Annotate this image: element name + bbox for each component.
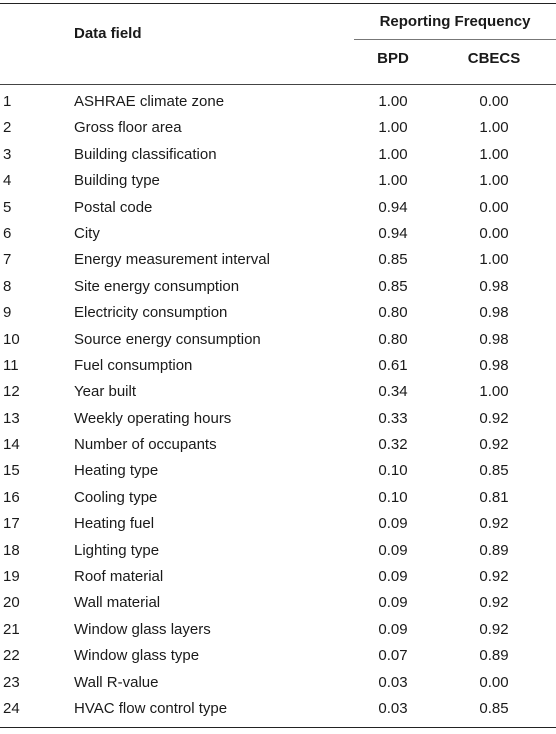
row-bpd-value: 0.33 — [378, 409, 408, 427]
row-number: 23 — [3, 673, 20, 691]
row-bpd-value: 0.61 — [378, 356, 408, 374]
table-row — [0, 274, 556, 300]
row-cbecs-value: 0.89 — [479, 647, 509, 665]
row-number: 15 — [3, 462, 20, 480]
table-row — [0, 511, 556, 537]
row-bpd-value: 0.32 — [378, 436, 408, 454]
row-bpd-value: 0.85 — [378, 277, 408, 295]
table-row — [0, 696, 556, 722]
row-data-field: Postal code — [74, 198, 153, 216]
row-cbecs-value: 1.00 — [479, 145, 509, 163]
row-number: 22 — [3, 647, 20, 665]
table-row — [0, 353, 556, 379]
row-data-field: Roof material — [74, 568, 164, 586]
row-cbecs-value: 1.00 — [479, 251, 509, 269]
table-row — [0, 379, 556, 405]
table-header-rule — [0, 84, 556, 85]
row-number: 3 — [3, 145, 12, 163]
row-data-field: Number of occupants — [74, 436, 217, 454]
row-number: 9 — [3, 304, 12, 322]
row-cbecs-value: 0.92 — [479, 436, 509, 454]
row-number: 21 — [3, 620, 20, 638]
table-row — [0, 670, 556, 696]
row-number: 17 — [3, 515, 20, 533]
row-data-field: Wall R-value — [74, 673, 159, 691]
row-number: 11 — [3, 356, 19, 374]
row-bpd-value: 0.10 — [378, 462, 408, 480]
row-data-field: Gross floor area — [74, 119, 182, 137]
row-cbecs-value: 0.89 — [479, 541, 509, 559]
row-cbecs-value: 0.98 — [479, 277, 509, 295]
row-cbecs-value: 0.81 — [479, 488, 509, 506]
table-row — [0, 327, 556, 353]
row-cbecs-value: 0.98 — [479, 304, 509, 322]
table-row — [0, 195, 556, 221]
row-number: 16 — [3, 488, 20, 506]
row-data-field: City — [74, 224, 100, 242]
row-number: 4 — [3, 172, 12, 190]
row-bpd-value: 0.94 — [378, 198, 408, 216]
row-data-field: Heating fuel — [74, 515, 155, 533]
row-cbecs-value: 0.98 — [479, 330, 509, 348]
row-data-field: Building classification — [74, 145, 217, 163]
row-bpd-value: 0.09 — [378, 620, 408, 638]
row-cbecs-value: 1.00 — [479, 119, 509, 137]
header-cbecs: CBECS — [467, 50, 521, 67]
row-data-field: ASHRAE climate zone — [74, 93, 225, 110]
row-bpd-value: 0.07 — [378, 647, 408, 665]
table-row — [0, 406, 556, 432]
row-cbecs-value: 0.85 — [479, 699, 509, 717]
row-cbecs-value: 0.92 — [479, 620, 509, 638]
row-cbecs-value: 0.00 — [479, 673, 509, 691]
row-bpd-value: 1.00 — [378, 119, 408, 137]
table-top-rule — [0, 3, 556, 4]
row-number: 5 — [3, 198, 12, 216]
header-reporting-frequency: Reporting Frequency — [379, 13, 531, 30]
row-bpd-value: 1.00 — [378, 93, 408, 110]
row-data-field: Cooling type — [74, 488, 158, 506]
row-number: 13 — [3, 409, 20, 427]
header-group-rule — [354, 39, 556, 40]
table-row — [0, 643, 556, 669]
row-cbecs-value: 0.00 — [479, 198, 509, 216]
table-row — [0, 432, 556, 458]
row-bpd-value: 0.80 — [378, 304, 408, 322]
row-bpd-value: 0.09 — [378, 568, 408, 586]
row-data-field: Energy measurement interval — [74, 251, 270, 269]
row-bpd-value: 0.03 — [378, 699, 408, 717]
table-row — [0, 564, 556, 590]
row-data-field: Electricity consumption — [74, 304, 228, 322]
row-data-field: Window glass type — [74, 647, 200, 665]
row-bpd-value: 0.10 — [378, 488, 408, 506]
row-bpd-value: 0.09 — [378, 594, 408, 612]
row-data-field: Year built — [74, 383, 136, 401]
row-number: 14 — [3, 436, 20, 454]
table-row — [0, 538, 556, 564]
row-data-field: Site energy consumption — [74, 277, 240, 295]
table-row — [0, 142, 556, 168]
row-number: 2 — [3, 119, 12, 137]
row-number: 20 — [3, 594, 20, 612]
row-cbecs-value: 0.98 — [479, 356, 509, 374]
table-row — [0, 458, 556, 484]
row-number: 8 — [3, 277, 12, 295]
row-number: 1 — [3, 93, 12, 110]
row-bpd-value: 0.80 — [378, 330, 408, 348]
row-cbecs-value: 1.00 — [479, 383, 509, 401]
row-data-field: Heating type — [74, 462, 159, 480]
table-row — [0, 89, 556, 115]
row-data-field: Fuel consumption — [74, 356, 193, 374]
table-row — [0, 168, 556, 194]
row-cbecs-value: 0.00 — [479, 224, 509, 242]
row-cbecs-value: 1.00 — [479, 172, 509, 190]
row-bpd-value: 1.00 — [378, 145, 408, 163]
row-data-field: Weekly operating hours — [74, 409, 232, 427]
table-row — [0, 485, 556, 511]
row-number: 10 — [3, 330, 20, 348]
row-data-field: Source energy consumption — [74, 330, 261, 348]
row-number: 6 — [3, 224, 12, 242]
table-row — [0, 590, 556, 616]
table-row — [0, 221, 556, 247]
row-data-field: Wall material — [74, 594, 161, 612]
row-bpd-value: 0.34 — [378, 383, 408, 401]
row-data-field: HVAC flow control type — [74, 699, 228, 717]
row-cbecs-value: 0.00 — [479, 93, 509, 110]
row-bpd-value: 0.09 — [378, 515, 408, 533]
row-bpd-value: 0.03 — [378, 673, 408, 691]
row-bpd-value: 0.85 — [378, 251, 408, 269]
row-number: 7 — [3, 251, 12, 269]
table-row — [0, 115, 556, 141]
row-number: 18 — [3, 541, 20, 559]
row-cbecs-value: 0.85 — [479, 462, 509, 480]
row-number: 12 — [3, 383, 20, 401]
header-bpd: BPD — [377, 50, 409, 67]
row-bpd-value: 0.09 — [378, 541, 408, 559]
row-cbecs-value: 0.92 — [479, 594, 509, 612]
row-bpd-value: 0.94 — [378, 224, 408, 242]
row-number: 19 — [3, 568, 20, 586]
row-cbecs-value: 0.92 — [479, 409, 509, 427]
table-body — [0, 89, 556, 722]
table-row — [0, 300, 556, 326]
row-data-field: Window glass layers — [74, 620, 211, 638]
row-cbecs-value: 0.92 — [479, 515, 509, 533]
row-data-field: Building type — [74, 172, 160, 190]
row-number: 24 — [3, 699, 20, 717]
table-row — [0, 247, 556, 273]
row-cbecs-value: 0.92 — [479, 568, 509, 586]
table-bottom-rule — [0, 727, 556, 728]
table-row — [0, 617, 556, 643]
row-data-field: Lighting type — [74, 541, 160, 559]
header-data-field: Data field — [74, 25, 142, 42]
row-bpd-value: 1.00 — [378, 172, 408, 190]
